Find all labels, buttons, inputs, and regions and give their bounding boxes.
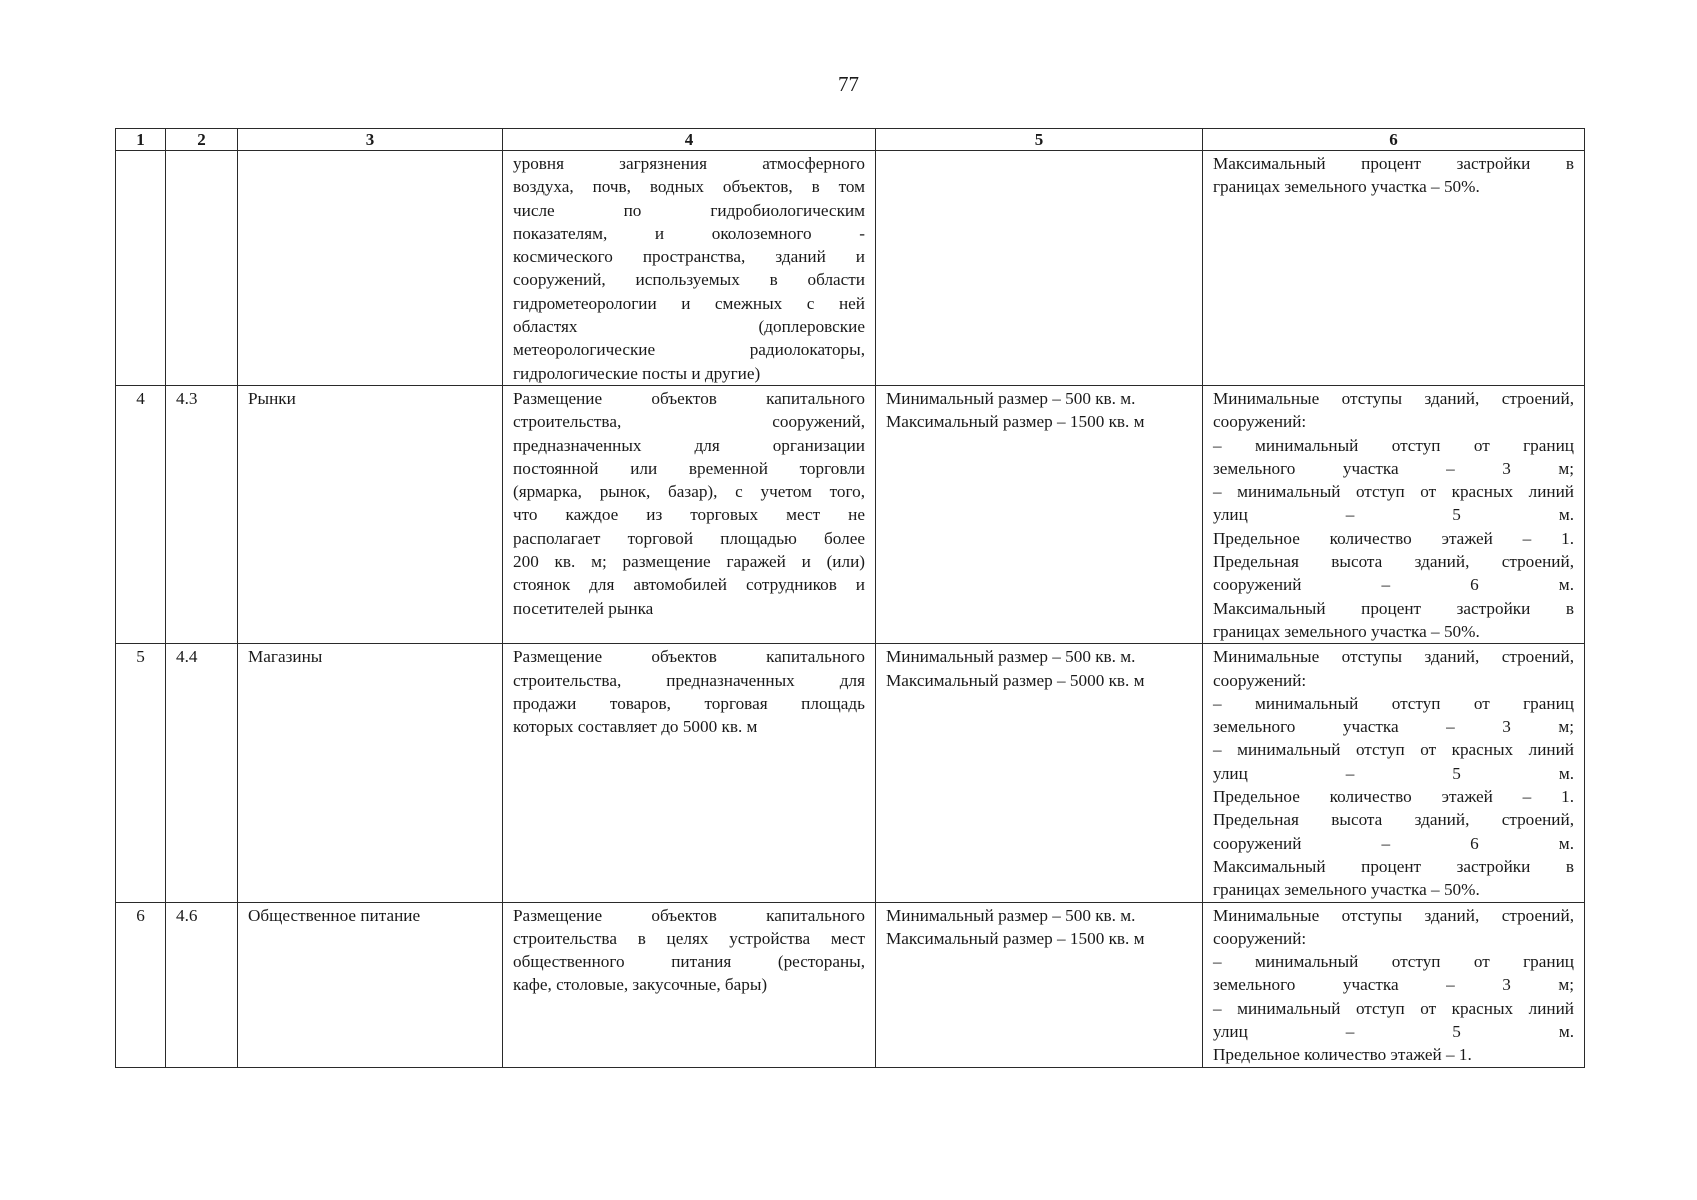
cell-text-line: сооружений: (1213, 412, 1307, 432)
cell-text-line: Максимальный процент застройки в (1213, 856, 1574, 876)
parameters-cell (1203, 385, 1585, 643)
column-header: 6 (1203, 129, 1585, 151)
cell-text-line: сооружений: (1213, 670, 1307, 690)
cell-text-line: стоянок для автомобилей сотрудников и (513, 575, 865, 595)
cell-text-line: постоянной или временной торговли (513, 458, 865, 478)
description-cell (503, 385, 876, 643)
table-header-row (116, 129, 1585, 151)
cell-text-line: границах земельного участка – 50%. (1213, 177, 1480, 197)
size-cell (876, 385, 1203, 643)
cell-text-line: сооружений – 6 м. (1213, 575, 1574, 595)
cell-text-line: границах земельного участка – 50%. (1213, 621, 1480, 641)
table-row (116, 385, 1585, 643)
cell-text-line: общественного питания (рестораны, (513, 952, 865, 972)
cell-text-line: Максимальный процент застройки в (1213, 598, 1574, 618)
description-cell (503, 151, 876, 386)
cell-text-line: Минимальные отступы зданий, строений, (1213, 905, 1574, 925)
cell-text-line: Минимальные отступы зданий, строений, (1213, 647, 1574, 667)
cell-text-line: строительства, предназначенных для (513, 670, 865, 690)
cell-text-line: улиц – 5 м. (1213, 1021, 1574, 1041)
cell-text-line: земельного участка – 3 м; (1213, 717, 1574, 737)
column-header: 5 (876, 129, 1203, 151)
cell-text-line: – минимальный отступ от красных линий (1213, 482, 1574, 502)
cell-text-line: Максимальный процент застройки в (1213, 154, 1574, 173)
cell-text-line: – минимальный отступ от границ (1213, 952, 1574, 972)
description-cell (503, 902, 876, 1067)
cell-text-line: космического пространства, зданий и (513, 247, 865, 267)
size-cell (876, 902, 1203, 1067)
cell-text-line: (ярмарка, рынок, базар), с учетом того, (513, 482, 865, 502)
cell-text-line: Предельная высота зданий, строений, (1213, 552, 1574, 572)
row-number-cell (116, 151, 166, 386)
name-cell: Общественное питание (238, 902, 503, 1067)
row-number-cell: 6 (116, 902, 166, 1067)
column-header: 3 (238, 129, 503, 151)
cell-text-line: которых составляет до 5000 кв. м (513, 717, 758, 737)
column-header: 4 (503, 129, 876, 151)
cell-text-line: метеорологические радиолокаторы, (513, 340, 865, 360)
cell-text-line: Предельное количество этажей – 1. (1213, 528, 1574, 548)
parameters-cell (1203, 151, 1585, 386)
code-cell (166, 151, 238, 386)
cell-text-line: земельного участка – 3 м; (1213, 975, 1574, 995)
cell-text-line: улиц – 5 м. (1213, 505, 1574, 525)
cell-text-line: сооружений – 6 м. (1213, 833, 1574, 853)
cell-text-line: что каждое из торговых мест не (513, 505, 865, 525)
cell-text-line: Минимальные отступы зданий, строений, (1213, 388, 1574, 408)
cell-text-line: границах земельного участка – 50%. (1213, 880, 1480, 900)
cell-text-line: Предельное количество этажей – 1. (1213, 787, 1574, 807)
cell-text-line: Минимальный размер – 500 кв. м. (886, 388, 1136, 408)
page-number: 77 (838, 72, 859, 96)
cell-text-line: числе по гидробиологическим (513, 200, 865, 220)
cell-text-line: кафе, столовые, закусочные, бары) (513, 975, 768, 995)
cell-text-line: 200 кв. м; размещение гаражей и (или) (513, 552, 865, 572)
cell-text-line: сооружений: (1213, 928, 1307, 948)
cell-text-line: Минимальный размер – 500 кв. м. (886, 647, 1136, 667)
cell-text-line: Минимальный размер – 500 кв. м. (886, 905, 1136, 925)
cell-text-line: – минимальный отступ от красных линий (1213, 998, 1574, 1018)
cell-text-line: Предельная высота зданий, строений, (1213, 810, 1574, 830)
cell-text-line: Размещение объектов капитального (513, 647, 865, 667)
parameters-cell (1203, 644, 1585, 902)
cell-text-line: гидрометеорологии и смежных с ней (513, 293, 865, 313)
table-row-continuation (116, 151, 1585, 386)
size-cell (876, 644, 1203, 902)
size-cell (876, 151, 1203, 386)
code-cell: 4.3 (166, 385, 238, 643)
cell-text-line: Максимальный размер – 5000 кв. м (886, 670, 1145, 690)
row-number-cell: 4 (116, 385, 166, 643)
cell-text-line: Максимальный размер – 1500 кв. м (886, 412, 1145, 432)
cell-text-line: земельного участка – 3 м; (1213, 458, 1574, 478)
cell-text-line: посетителей рынка (513, 598, 654, 618)
name-cell (238, 151, 503, 386)
column-header: 2 (166, 129, 238, 151)
column-header: 1 (116, 129, 166, 151)
table-row (116, 644, 1585, 902)
cell-text-line: – минимальный отступ от границ (1213, 435, 1574, 455)
cell-text-line: гидрологические посты и другие) (513, 363, 761, 383)
parameters-cell (1203, 902, 1585, 1067)
cell-text-line: показателям, и околоземного - (513, 223, 865, 243)
description-cell (503, 644, 876, 902)
cell-text-line: Максимальный размер – 1500 кв. м (886, 928, 1145, 948)
cell-text-line: улиц – 5 м. (1213, 763, 1574, 783)
cell-text-line: воздуха, почв, водных объектов, в том (513, 177, 865, 197)
cell-text-line: сооружений, используемых в области (513, 270, 865, 290)
code-cell: 4.6 (166, 902, 238, 1067)
cell-text-line: областях (доплеровские (513, 317, 865, 337)
row-number-cell: 5 (116, 644, 166, 902)
cell-text-line: – минимальный отступ от красных линий (1213, 740, 1574, 760)
cell-text-line: Размещение объектов капитального (513, 388, 865, 408)
cell-text-line: строительства, сооружений, (513, 412, 865, 432)
cell-text-line: продажи товаров, торговая площадь (513, 693, 865, 713)
cell-text-line: располагает торговой площадью более (513, 528, 865, 548)
cell-text-line: Предельное количество этажей – 1. (1213, 1045, 1472, 1065)
cell-text-line: строительства в целях устройства мест (513, 928, 865, 948)
cell-text-line: уровня загрязнения атмосферного (513, 154, 865, 173)
code-cell: 4.4 (166, 644, 238, 902)
name-cell: Магазины (238, 644, 503, 902)
cell-text-line: предназначенных для организации (513, 435, 865, 455)
table-row (116, 902, 1585, 1067)
land-use-table (115, 128, 1585, 1068)
cell-text-line: Размещение объектов капитального (513, 905, 865, 925)
name-cell: Рынки (238, 385, 503, 643)
cell-text-line: – минимальный отступ от границ (1213, 693, 1574, 713)
